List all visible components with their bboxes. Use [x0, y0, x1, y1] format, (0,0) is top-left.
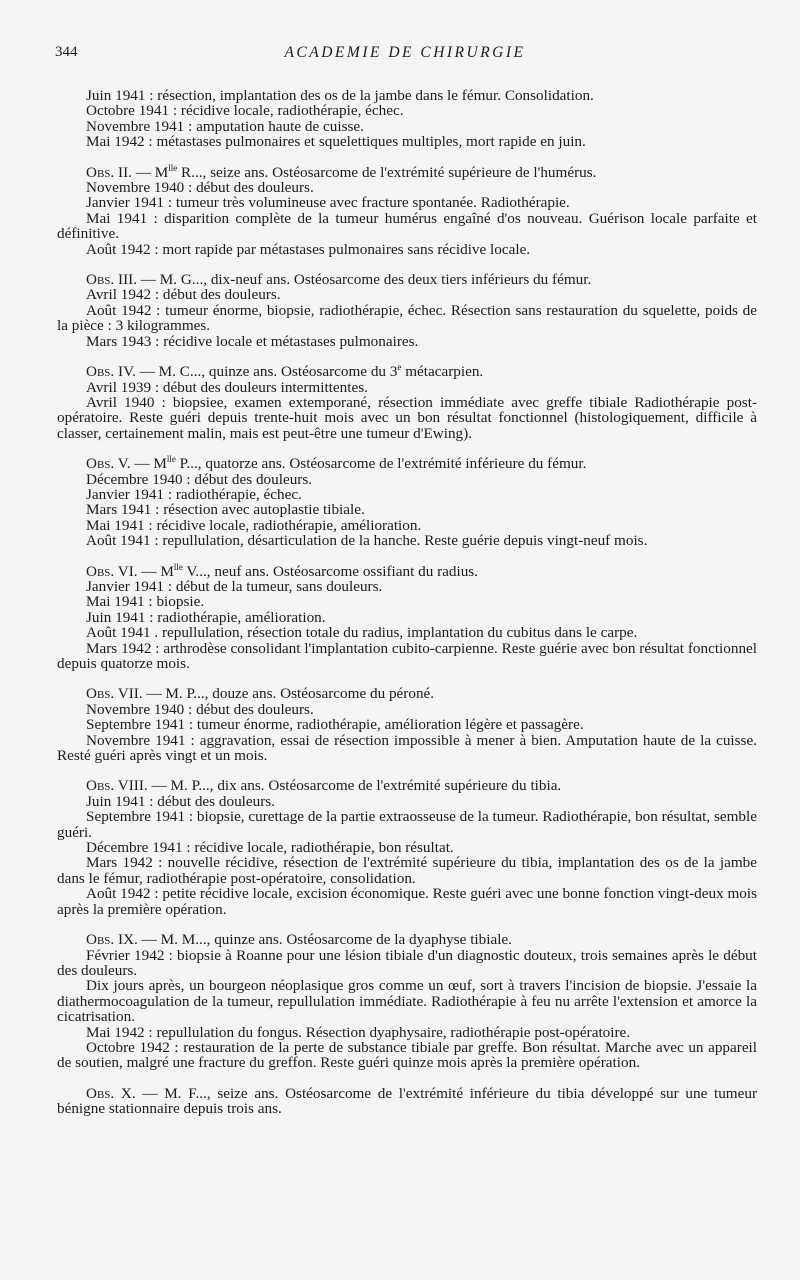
observation-patient: — M. P..., dix ans. Ostéosarcome de l'extrémité supérieure du tibia. — [151, 777, 562, 795]
observation-entry: Novembre 1941 : aggravation, essai de résection impossible à mener à bien. Amputation haute de la cuisse. Resté guéri après vingt et un mois. — [57, 731, 757, 765]
observation-patient: — M — [134, 455, 167, 473]
observation-label: Obs. III. — [86, 271, 137, 289]
observation-entry: Mai 1941 : récidive locale, radiothérapie, amélioration. — [86, 516, 422, 534]
observation-entry: Août 1941 : repullulation, désarticulation de la hanche. Reste guérie depuis vingt-neuf mois. — [86, 532, 648, 550]
observation-patient: — M. C..., quinze ans. Ostéosarcome du 3 — [139, 363, 398, 381]
observation-entry: Avril 1939 : début des douleurs intermittentes. — [86, 378, 368, 396]
superscript: lle — [173, 561, 183, 572]
observation-heading — [57, 561, 757, 580]
observation-block — [57, 456, 757, 548]
observation-entry: Mars 1942 : nouvelle récidive, résection de l'extrémité supérieure du tibia, implantation des os de la jambe dans le fémur, radiothérapie post-opératoire, consolidation. — [57, 854, 757, 887]
observation-entry: Novembre 1941 : amputation haute de cuisse. — [86, 117, 364, 135]
running-title: ACADEMIE DE CHIRURGIE — [284, 44, 526, 61]
superscript: e — [397, 362, 402, 373]
observation-entry: Août 1942 : tumeur énorme, biopsie, radiothérapie, échec. Résection sans restauration du squelette, poids de la pièce : 3 kilogrammes. — [57, 301, 757, 335]
observation-block — [57, 1086, 757, 1117]
observation-entry: Juin 1941 : résection, implantation des os de la jambe dans le fémur. Consolidation. — [86, 87, 594, 104]
observation-entry: Novembre 1940 : début des douleurs. — [86, 179, 314, 197]
observation-entry: Mai 1942 : métastases pulmonaires et squelettiques multiples, mort rapide en juin. — [86, 133, 586, 151]
observation-entry: Février 1942 : biopsie à Roanne pour une lésion tibiale d'un diagnostic douteux, trois semaines après le début des douleurs. — [57, 946, 757, 979]
observation-block — [57, 561, 757, 672]
observation-entry: Avril 1942 : début des douleurs. — [86, 286, 281, 304]
observation-entry: Avril 1940 : biopsiee, examen extemporané, résection immédiate avec greffe tibiale Radiothérapie post-opératoire. Reste guéri depuis trente-huit mois avec un bon résultat fonctionnel (histologiquement, difficile à classer, certainement malin, mais est peut-être une tumeur d'Ewing). — [57, 393, 757, 442]
observation-entry: Mars 1943 : récidive locale et métastases pulmonaires. — [86, 332, 419, 350]
observation-entry: Mars 1941 : résection avec autoplastie tibiale. — [86, 501, 365, 519]
observation-patient: — M — [135, 163, 169, 181]
observation-heading — [57, 162, 757, 181]
superscript: lle — [168, 162, 178, 173]
observation-entry: Août 1942 : mort rapide par métastases pulmonaires sans récidive locale. — [86, 240, 531, 258]
page-header — [55, 44, 755, 66]
superscript: lle — [166, 454, 176, 465]
observation-label: Obs. VII. — [86, 685, 143, 703]
body-text — [57, 88, 757, 1132]
observation-entry: Décembre 1940 : début des douleurs. — [86, 470, 313, 488]
observation-heading — [57, 1086, 757, 1117]
observation-patient-cont: V..., neuf ans. Ostéosarcome ossifiant du radius. — [182, 562, 478, 580]
observation-block — [57, 778, 757, 917]
observation-entry: Août 1941 . repullulation, résection totale du radius, implantation du cubitus dans le carpe. — [86, 624, 638, 642]
observation-entry: Septembre 1941 : biopsie, curettage de la partie extraosseuse de la tumeur. Radiothérapie, bon résultat, semble guéri. — [57, 808, 757, 841]
observation-entry: Mars 1942 : arthrodèse consolidant l'implantation cubito-carpienne. Reste guérie avec bon résultat fonctionnel depuis quatorze mois. — [57, 639, 757, 672]
observation-patient: — M. G..., dix-neuf ans. Ostéosarcome des deux tiers inférieurs du fémur. — [140, 271, 592, 289]
observation-heading — [57, 364, 757, 379]
observation-label: Obs. VIII. — [86, 777, 148, 795]
observation-entry: Janvier 1941 : début de la tumeur, sans douleurs. — [86, 577, 383, 595]
observation-heading — [57, 778, 757, 793]
observation-heading — [57, 932, 757, 947]
observation-heading — [57, 686, 757, 701]
observation-entry: Janvier 1941 : radiothérapie, échec. — [86, 485, 302, 503]
observation-entry: Juin 1941 : début des douleurs. — [86, 792, 275, 810]
observation-entry: Mai 1942 : repullulation du fongus. Résection dyaphysaire, radiothérapie post-opératoire. — [86, 1023, 631, 1041]
observation-heading — [57, 272, 757, 287]
observation-entry: Octobre 1942 : restauration de la perte de substance tibiale par greffe. Bon résultat. Marche avec un appareil de soutien, malgré une fracture du greffon. Reste guéri quinze mois après la première opération. — [57, 1038, 757, 1072]
observation-label: Obs. II. — [86, 163, 132, 181]
observation-block — [57, 88, 757, 150]
observation-patient: — M. M..., quinze ans. Ostéosarcome de la dyaphyse tibiale. — [141, 931, 512, 949]
observation-label: Obs. IV. — [86, 363, 136, 381]
observation-entry: Janvier 1941 : tumeur très volumineuse avec fracture spontanée. Radiothérapie. — [86, 194, 570, 212]
page-number: 344 — [55, 44, 78, 60]
observation-block — [57, 272, 757, 349]
observation-patient: — M. P..., douze ans. Ostéosarcome du péroné. — [146, 685, 435, 703]
observation-block — [57, 686, 757, 763]
observation-entry: Novembre 1940 : début des douleurs. — [86, 700, 314, 718]
observation-label: Obs. V. — [86, 455, 131, 473]
observation-patient: — M — [141, 562, 174, 580]
observation-patient-cont: P..., quatorze ans. Ostéosarcome de l'extrémité inférieure du fémur. — [175, 455, 587, 473]
observation-block — [57, 364, 757, 441]
observation-label: Obs. X. — [86, 1084, 136, 1102]
observation-entry: Mai 1941 : disparition complète de la tumeur humérus engaîné d'os nouveau. Guérison locale parfaite et définitive. — [57, 209, 757, 243]
observation-label: Obs. IX. — [86, 931, 138, 949]
observation-block — [57, 932, 757, 1071]
observation-entry: Mai 1941 : biopsie. — [86, 593, 205, 611]
observation-patient: — M. F..., seize ans. Ostéosarcome de l'extrémité inférieure du tibia développé sur une tumeur bénigne stationnaire depuis trois ans. — [57, 1084, 758, 1118]
observation-entry: Juin 1941 : radiothérapie, amélioration. — [86, 608, 326, 626]
observation-entry: Dix jours après, un bourgeon néoplasique gros comme un œuf, sort à travers l'incision de biopsie. J'essaie la diathermocoagulation de la tumeur, repullulation immédiate. Radiothérapie à feu nu arrête l'extension et amorce la cicatrisation. — [57, 977, 757, 1026]
observation-label: Obs. VI. — [86, 562, 138, 580]
observation-block — [57, 162, 757, 258]
observation-heading — [57, 456, 757, 471]
observation-entry: Octobre 1941 : récidive locale, radiothérapie, échec. — [86, 102, 404, 120]
observation-patient-cont: métacarpien. — [401, 363, 484, 381]
observation-entry: Août 1942 : petite récidive locale, excision économique. Reste guéri avec une bonne fonction vingt-deux mois après la première opération. — [57, 885, 758, 918]
observation-entry: Septembre 1941 : tumeur énorme, radiothérapie, amélioration légère et passagère. — [86, 716, 584, 734]
observation-patient-cont: R..., seize ans. Ostéosarcome de l'extrémité supérieure de l'humérus. — [177, 163, 597, 181]
observation-entry: Décembre 1941 : récidive locale, radiothérapie, bon résultat. — [86, 839, 454, 857]
